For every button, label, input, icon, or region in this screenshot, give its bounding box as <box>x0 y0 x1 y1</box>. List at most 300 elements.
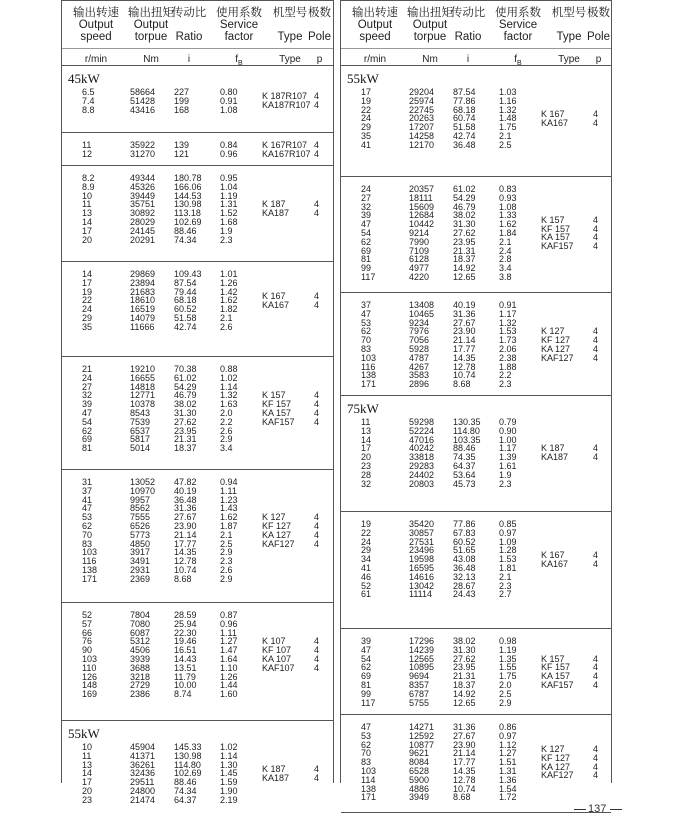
ratio-cell: 180.78 <box>174 173 202 183</box>
factor-cell: 1.72 <box>499 792 517 803</box>
speed-cell: 13 <box>82 208 93 219</box>
pole-cell: 4 <box>593 761 599 772</box>
speed-cell: 61 <box>361 589 372 600</box>
ratio-cell: 12.65 <box>453 271 476 282</box>
table-row <box>62 374 333 383</box>
ratio-cell: 31.36 <box>174 503 197 514</box>
type-cell: KAF157 <box>541 241 574 252</box>
table-row <box>341 637 611 646</box>
pole-cell: 4 <box>314 772 320 783</box>
factor-cell: 3.4 <box>220 443 233 454</box>
type-cell: KF 157 <box>262 399 292 410</box>
header-unit: p <box>595 54 602 65</box>
speed-cell: 11 <box>82 199 92 210</box>
torque-cell: 12592 <box>409 730 435 741</box>
right-table <box>340 0 612 803</box>
table-row <box>62 620 333 629</box>
speed-cell: 34 <box>361 554 372 565</box>
factor-cell: 1.68 <box>220 216 238 227</box>
power-block <box>341 177 611 293</box>
pole-cell: 4 <box>593 352 599 363</box>
type-cell: KA187R107 <box>262 100 311 111</box>
factor-cell: 1.9 <box>220 225 233 236</box>
torque-cell: 14818 <box>130 381 156 392</box>
factor-cell: 2.6 <box>220 564 233 575</box>
torque-cell: 4977 <box>409 263 430 274</box>
torque-cell: 40242 <box>409 443 435 454</box>
speed-cell: 39 <box>361 636 372 646</box>
factor-cell: 0.98 <box>499 636 517 646</box>
speed-cell: 22 <box>82 295 93 306</box>
torque-cell: 15609 <box>409 201 435 212</box>
speed-cell: 37 <box>82 485 93 496</box>
speed-cell: 14 <box>361 434 372 445</box>
ratio-cell: 10.74 <box>174 564 197 575</box>
torque-cell: 9957 <box>130 494 151 505</box>
header-en1 <box>572 19 625 31</box>
factor-cell: 1.44 <box>220 680 238 691</box>
ratio-cell: 21.31 <box>453 245 476 256</box>
ratio-cell: 60.52 <box>453 536 476 547</box>
header-unit: i <box>466 54 470 65</box>
ratio-cell: 51.58 <box>453 122 476 133</box>
speed-cell: 53 <box>82 512 93 523</box>
speed-cell: 20 <box>82 785 93 796</box>
speed-cell: 7.4 <box>82 95 95 106</box>
speed-cell: 19 <box>361 95 372 106</box>
torque-cell: 8543 <box>130 407 151 418</box>
speed-cell: 27 <box>361 192 372 203</box>
torque-cell: 24402 <box>409 469 435 480</box>
speed-cell: 29 <box>361 122 372 133</box>
header-unit: Type <box>558 54 580 65</box>
speed-cell: 103 <box>82 547 98 558</box>
pole-cell: 4 <box>593 443 599 454</box>
torque-cell: 5900 <box>409 774 430 785</box>
speed-cell: 17 <box>82 277 93 288</box>
type-cell: KA187 <box>541 452 569 463</box>
ratio-cell: 21.31 <box>453 671 476 682</box>
factor-cell: 1.73 <box>499 335 517 346</box>
factor-cell: 2.6 <box>220 425 233 436</box>
torque-cell: 6787 <box>409 688 430 699</box>
factor-cell: 0.80 <box>220 87 238 97</box>
table-row <box>62 575 333 584</box>
model-list <box>541 444 601 462</box>
torque-cell: 24800 <box>130 785 156 796</box>
speed-cell: 28 <box>361 469 372 480</box>
header-unit: Nm <box>143 54 159 65</box>
table-row <box>62 444 333 453</box>
torque-cell: 2896 <box>409 379 430 390</box>
ratio-cell: 31.30 <box>174 407 197 418</box>
factor-cell: 2.06 <box>499 343 517 354</box>
ratio-cell: 36.48 <box>453 139 476 150</box>
header-en2: Ratio <box>454 31 482 43</box>
ratio-cell: 102.69 <box>174 768 202 779</box>
factor-cell: 2.9 <box>499 697 512 708</box>
pole-cell: 4 <box>593 232 599 243</box>
left-table <box>61 0 334 805</box>
factor-cell: 1.60 <box>220 689 238 700</box>
ratio-cell: 88.46 <box>174 777 197 788</box>
factor-cell: 1.17 <box>499 443 517 454</box>
torque-cell: 14616 <box>409 571 435 582</box>
pole-cell: 4 <box>593 241 599 252</box>
ratio-cell: 36.48 <box>174 494 197 505</box>
table-row <box>62 557 333 566</box>
header-zh: 机型号 <box>272 7 308 19</box>
speed-cell: 126 <box>82 671 98 682</box>
speed-cell: 148 <box>82 680 98 691</box>
speed-cell: 14 <box>82 768 93 779</box>
torque-cell: 9621 <box>409 748 430 759</box>
torque-cell: 18610 <box>130 295 156 306</box>
model-list <box>262 513 322 548</box>
factor-cell: 0.97 <box>499 730 517 741</box>
torque-cell: 3491 <box>130 556 151 567</box>
factor-cell: 1.62 <box>220 512 238 523</box>
factor-cell: 1.75 <box>499 671 517 682</box>
torque-cell: 5817 <box>130 434 151 445</box>
factor-cell: 1.51 <box>499 757 517 768</box>
pole-cell: 4 <box>593 549 599 560</box>
torque-cell: 29283 <box>409 460 435 471</box>
pole-cell: 4 <box>593 653 599 664</box>
torque-cell: 3218 <box>130 671 151 682</box>
torque-cell: 10465 <box>409 308 435 319</box>
ratio-cell: 74.34 <box>174 234 197 245</box>
factor-cell: 2.1 <box>499 236 512 247</box>
speed-cell: 14 <box>82 216 93 227</box>
table-row <box>62 629 333 638</box>
ratio-cell: 74.35 <box>453 452 476 463</box>
factor-cell: 2.2 <box>499 370 512 381</box>
factor-cell: 1.32 <box>499 104 517 115</box>
ratio-cell: 14.92 <box>453 263 476 274</box>
speed-cell: 62 <box>361 236 372 247</box>
type-cell: K 127 <box>262 512 286 523</box>
table-row <box>62 218 333 227</box>
ratio-cell: 88.46 <box>453 443 476 454</box>
speed-cell: 21 <box>82 364 93 374</box>
pole-cell: 4 <box>593 335 599 346</box>
factor-cell: 2.0 <box>499 679 512 690</box>
type-cell: KA187 <box>262 772 290 783</box>
speed-cell: 69 <box>82 434 93 445</box>
factor-cell: 2.19 <box>220 794 238 805</box>
table-row <box>341 436 611 445</box>
ratio-cell: 21.14 <box>453 335 476 346</box>
speed-cell: 24 <box>82 304 93 315</box>
factor-cell: 2.5 <box>499 688 512 699</box>
torque-cell: 6528 <box>409 765 430 776</box>
factor-cell: 1.30 <box>220 759 238 770</box>
factor-cell: 1.45 <box>220 768 238 779</box>
factor-cell: 1.59 <box>220 777 238 788</box>
ratio-cell: 74.34 <box>174 785 197 796</box>
torque-cell: 14079 <box>130 312 156 323</box>
ratio-cell: 38.02 <box>453 636 476 646</box>
type-cell: K 157 <box>262 390 286 401</box>
factor-cell: 2.38 <box>499 352 517 363</box>
speed-cell: 10 <box>82 190 93 201</box>
power-block <box>62 721 333 839</box>
ratio-cell: 14.35 <box>174 547 197 558</box>
factor-cell: 1.08 <box>220 104 238 115</box>
torque-cell: 13042 <box>409 580 435 591</box>
header-cell <box>345 7 405 43</box>
torque-cell: 9694 <box>409 671 430 682</box>
speed-cell: 53 <box>361 730 372 741</box>
ratio-cell: 40.19 <box>174 485 197 496</box>
speed-cell: 81 <box>361 679 372 690</box>
ratio-cell: 227 <box>174 87 190 97</box>
speed-cell: 103 <box>361 352 377 363</box>
table-row <box>341 264 611 273</box>
table-row <box>341 538 611 547</box>
header-zh: 传动比 <box>171 7 207 19</box>
speed-cell: 138 <box>361 370 377 381</box>
header-zh: 极数 <box>308 7 331 19</box>
torque-cell: 4850 <box>130 538 151 549</box>
page-number: 137 <box>588 803 607 815</box>
torque-cell: 14271 <box>409 722 435 732</box>
factor-cell: 1.42 <box>220 286 238 297</box>
header-zh: 输出转速 <box>352 7 398 19</box>
ratio-cell: 14.92 <box>453 688 476 699</box>
factor-cell: 2.4 <box>499 245 512 256</box>
header-en1: Output <box>133 19 169 31</box>
pole-cell: 4 <box>593 452 599 463</box>
speed-cell: 39 <box>361 210 372 221</box>
speed-cell: 6.5 <box>82 87 95 97</box>
torque-cell: 21683 <box>130 286 156 297</box>
factor-cell: 1.26 <box>220 671 238 682</box>
factor-cell: 0.86 <box>499 722 517 732</box>
factor-cell: 2.5 <box>220 538 233 549</box>
torque-cell: 20803 <box>409 478 435 489</box>
table-row <box>341 185 611 194</box>
factor-cell: 1.27 <box>499 748 517 759</box>
header-cell <box>572 7 625 43</box>
speed-cell: 54 <box>82 416 93 427</box>
header-unit: p <box>316 54 323 65</box>
table-row <box>62 236 333 245</box>
torque-cell: 5014 <box>130 443 151 454</box>
type-cell: K 127 <box>541 326 565 337</box>
torque-cell: 4267 <box>409 361 430 372</box>
speed-cell: 11 <box>361 417 371 427</box>
factor-cell: 1.26 <box>220 277 238 288</box>
ratio-cell: 42.74 <box>453 130 476 141</box>
model-list <box>262 765 322 783</box>
ratio-cell: 12.78 <box>453 774 476 785</box>
torque-cell: 18111 <box>409 192 433 203</box>
header-unit: r/min <box>84 54 108 65</box>
header-en1: Output <box>78 19 114 31</box>
type-cell: KAF157 <box>262 416 295 427</box>
pole-cell: 4 <box>314 299 320 310</box>
speed-cell: 8.9 <box>82 181 95 192</box>
torque-cell: 4506 <box>130 645 151 656</box>
type-cell: K 127 <box>541 744 565 754</box>
factor-cell: 1.11 <box>220 627 237 638</box>
ratio-cell: 10.00 <box>174 680 197 691</box>
torque-cell: 20357 <box>409 184 435 194</box>
header-unit: i <box>187 54 191 65</box>
ratio-cell: 144.53 <box>174 190 202 201</box>
speed-cell: 19 <box>82 286 93 297</box>
ratio-cell: 22.30 <box>174 627 197 638</box>
pole-cell: 4 <box>314 645 320 656</box>
factor-cell: 1.36 <box>499 774 517 785</box>
table-row <box>62 487 333 496</box>
pole-cell: 4 <box>314 764 320 774</box>
power-block <box>341 66 611 177</box>
torque-cell: 39449 <box>130 190 156 201</box>
torque-cell: 5312 <box>130 636 151 647</box>
ratio-cell: 64.37 <box>453 460 476 471</box>
header-unit: Type <box>279 54 301 65</box>
factor-cell: 1.10 <box>220 662 238 673</box>
table-row <box>341 319 611 328</box>
ratio-cell: 13.51 <box>174 662 197 673</box>
speed-cell: 76 <box>82 636 93 647</box>
factor-cell: 1.00 <box>499 434 517 445</box>
table-row <box>62 787 333 796</box>
factor-cell: 1.64 <box>220 653 238 664</box>
ratio-cell: 28.67 <box>453 580 476 591</box>
factor-cell: 0.90 <box>499 425 517 436</box>
table-row <box>341 88 611 97</box>
factor-cell: 0.85 <box>499 519 517 529</box>
torque-cell: 32436 <box>130 768 156 779</box>
table-row <box>341 582 611 591</box>
header-en1 <box>293 19 346 31</box>
speed-cell: 116 <box>82 556 97 567</box>
type-cell: KA 157 <box>262 407 292 418</box>
speed-cell: 24 <box>82 372 93 383</box>
speed-cell: 57 <box>82 618 93 629</box>
torque-cell: 3583 <box>409 370 430 381</box>
torque-cell: 4886 <box>409 783 430 794</box>
type-cell: KF 107 <box>262 645 292 656</box>
factor-cell: 1.28 <box>499 545 517 556</box>
type-cell: KF 157 <box>541 662 571 673</box>
table-header <box>62 0 333 66</box>
ratio-cell: 14.35 <box>453 765 476 776</box>
speed-cell: 22 <box>361 527 372 538</box>
table-row <box>341 732 611 741</box>
pole-cell: 4 <box>314 636 320 647</box>
model-list <box>541 110 601 128</box>
ratio-cell: 19.46 <box>174 636 197 647</box>
factor-cell: 2.3 <box>220 556 233 567</box>
speed-cell: 29 <box>361 545 372 556</box>
torque-cell: 21474 <box>130 794 156 805</box>
speed-cell: 39 <box>82 399 93 410</box>
speed-cell: 11 <box>82 750 92 761</box>
speed-cell: 23 <box>82 794 93 805</box>
torque-cell: 29204 <box>409 87 435 97</box>
torque-cell: 9214 <box>409 227 430 238</box>
ratio-cell: 36.48 <box>453 562 476 573</box>
table-row <box>341 310 611 319</box>
table-row <box>341 97 611 106</box>
pole-cell: 4 <box>314 538 320 549</box>
torque-cell: 35751 <box>130 199 156 210</box>
pole-cell: 4 <box>314 148 320 159</box>
ratio-cell: 68.18 <box>453 104 476 115</box>
torque-cell: 7976 <box>409 326 430 337</box>
type-cell: KF 127 <box>541 335 571 346</box>
ratio-cell: 25.94 <box>174 618 197 629</box>
header-en2: Pole <box>586 31 611 43</box>
table-row <box>341 141 611 150</box>
speed-cell: 99 <box>361 688 372 699</box>
torque-cell: 8084 <box>409 757 430 768</box>
model-list <box>541 327 601 362</box>
power-block <box>62 262 333 357</box>
torque-cell: 6537 <box>130 425 151 436</box>
torque-cell: 7109 <box>409 245 430 256</box>
torque-cell: 14258 <box>409 130 435 141</box>
ratio-cell: 16.51 <box>174 645 197 656</box>
speed-cell: 81 <box>82 443 93 454</box>
pole-cell: 4 <box>593 117 599 128</box>
torque-cell: 31270 <box>130 148 156 159</box>
ratio-cell: 14.35 <box>453 352 476 363</box>
factor-cell: 1.61 <box>499 460 517 471</box>
torque-cell: 25974 <box>409 95 435 106</box>
factor-cell: 1.53 <box>499 554 517 565</box>
table-row <box>62 681 333 690</box>
speed-cell: 17 <box>82 777 93 788</box>
speed-cell: 24 <box>361 536 372 547</box>
ratio-cell: 11.79 <box>174 671 196 682</box>
power-rating: 75kW <box>347 401 379 416</box>
factor-cell: 1.9 <box>499 469 512 480</box>
factor-cell: 2.3 <box>499 379 512 390</box>
torque-cell: 11666 <box>130 321 155 332</box>
table-row <box>62 496 333 505</box>
speed-cell: 47 <box>361 722 372 732</box>
factor-cell: 2.1 <box>220 312 233 323</box>
ratio-cell: 8.68 <box>453 792 471 803</box>
speed-cell: 66 <box>82 627 93 638</box>
factor-cell: 2.6 <box>220 321 233 332</box>
table-row <box>341 371 611 380</box>
pole-cell: 4 <box>314 399 320 410</box>
ratio-cell: 32.13 <box>453 571 476 582</box>
power-block <box>62 470 333 603</box>
header-en1: Service <box>498 19 538 31</box>
torque-cell: 19598 <box>409 554 435 565</box>
factor-cell: 1.02 <box>220 742 238 752</box>
speed-cell: 83 <box>361 757 372 768</box>
speed-cell: 35 <box>82 321 93 332</box>
power-block <box>341 512 611 629</box>
speed-cell: 169 <box>82 689 98 700</box>
speed-cell: 171 <box>361 792 377 803</box>
speed-cell: 24 <box>361 184 372 194</box>
ratio-cell: 31.36 <box>453 722 476 732</box>
table-row <box>341 480 611 489</box>
model-list <box>541 551 601 569</box>
factor-cell: 0.93 <box>499 192 517 203</box>
factor-cell: 0.95 <box>220 173 238 183</box>
